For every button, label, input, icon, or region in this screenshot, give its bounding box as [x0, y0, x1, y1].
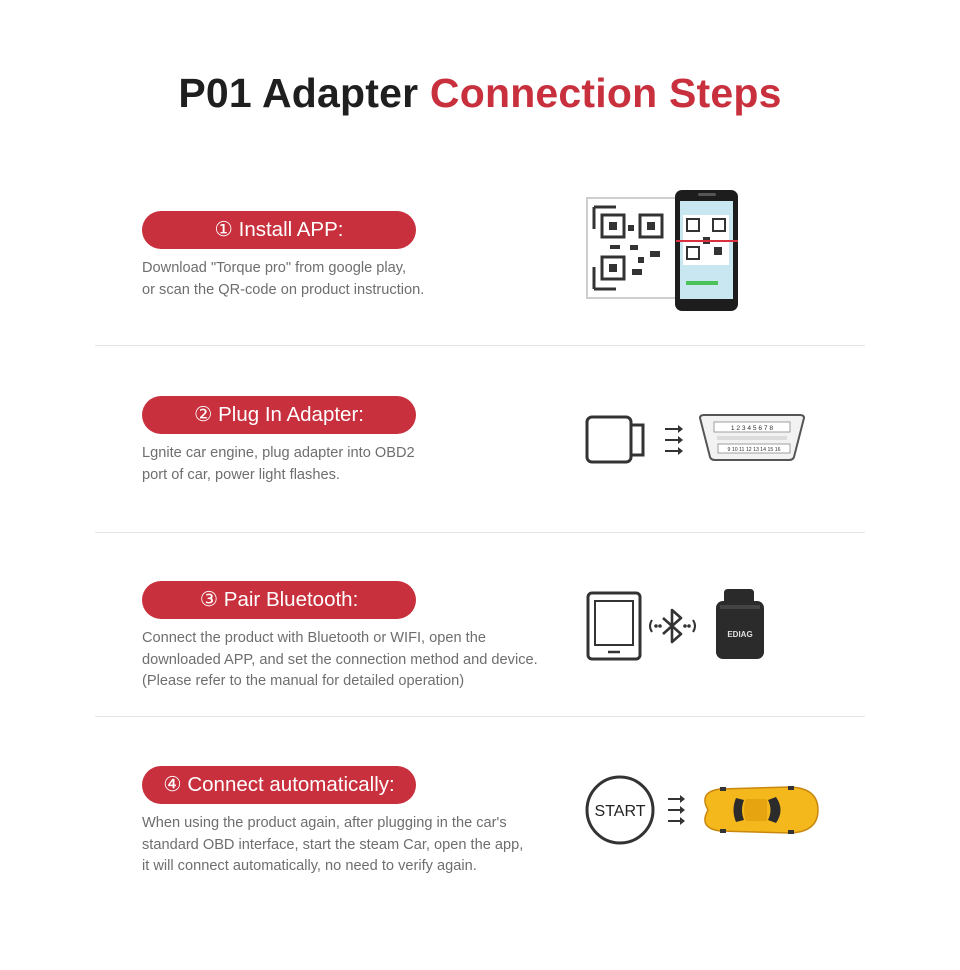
step-3-pill: ③ Pair Bluetooth: [142, 581, 416, 619]
title-part-red: Connection Steps [429, 70, 782, 116]
car-icon [705, 786, 818, 834]
step-3-line-1: Connect the product with Bluetooth or WIFI, open the [142, 630, 486, 646]
start-button-icon [587, 777, 653, 843]
page-title [0, 70, 960, 117]
port-pins-top: 1 2 3 4 5 6 7 8 [730, 425, 774, 432]
step-3-line-2: downloaded APP, and set the connection method and device. [142, 651, 538, 668]
step-4-pill: ④ Connect automatically: [142, 766, 416, 804]
step-4-description [142, 813, 523, 878]
divider [95, 532, 865, 533]
step-3-line-3: (Please refer to the manual for detailed operation) [142, 673, 465, 689]
step-1-line-2: or scan the QR-code on product instruction. [142, 281, 425, 298]
divider [95, 716, 865, 717]
title-part-dark: P01 Adapter [178, 70, 419, 116]
start-label: START [594, 803, 646, 820]
arrows-icon [665, 425, 683, 455]
port-pins-bottom: 9 10 11 12 13 14 15 16 [727, 447, 781, 453]
step-1-line-1: Download "Torque pro" from google play, [142, 260, 407, 276]
obd2-port-icon [700, 415, 804, 460]
step-2-description [142, 443, 415, 486]
smartphone-scan-icon [675, 190, 738, 311]
obd-dongle-icon [716, 589, 764, 659]
step-1-pill: ① Install APP: [142, 211, 416, 249]
step-4-line-2: standard OBD interface, start the steam Car, open the app, [142, 836, 524, 853]
arrows-icon [668, 795, 685, 825]
obd-adapter-icon [587, 417, 643, 462]
divider [95, 345, 865, 346]
pair-bluetooth-illustration [580, 585, 780, 665]
qr-code-icon [587, 198, 682, 298]
plug-in-illustration [580, 405, 810, 475]
step-3-description [142, 628, 538, 693]
bluetooth-icon [650, 610, 695, 642]
step-2-line-1: Lgnite car engine, plug adapter into OBD2 [142, 445, 415, 461]
step-1-description [142, 258, 424, 301]
device-brand: EDIAG [727, 630, 753, 639]
step-4-line-3: it will connect automatically, no need to verify again. [142, 858, 477, 874]
step-2-pill: ② Plug In Adapter: [142, 396, 416, 434]
connect-automatically-illustration [580, 772, 825, 852]
step-4-line-1: When using the product again, after plugging in the car's [142, 815, 507, 831]
step-2-line-2: port of car, power light flashes. [142, 466, 340, 483]
tablet-icon [588, 593, 640, 659]
install-app-illustration [580, 185, 750, 315]
